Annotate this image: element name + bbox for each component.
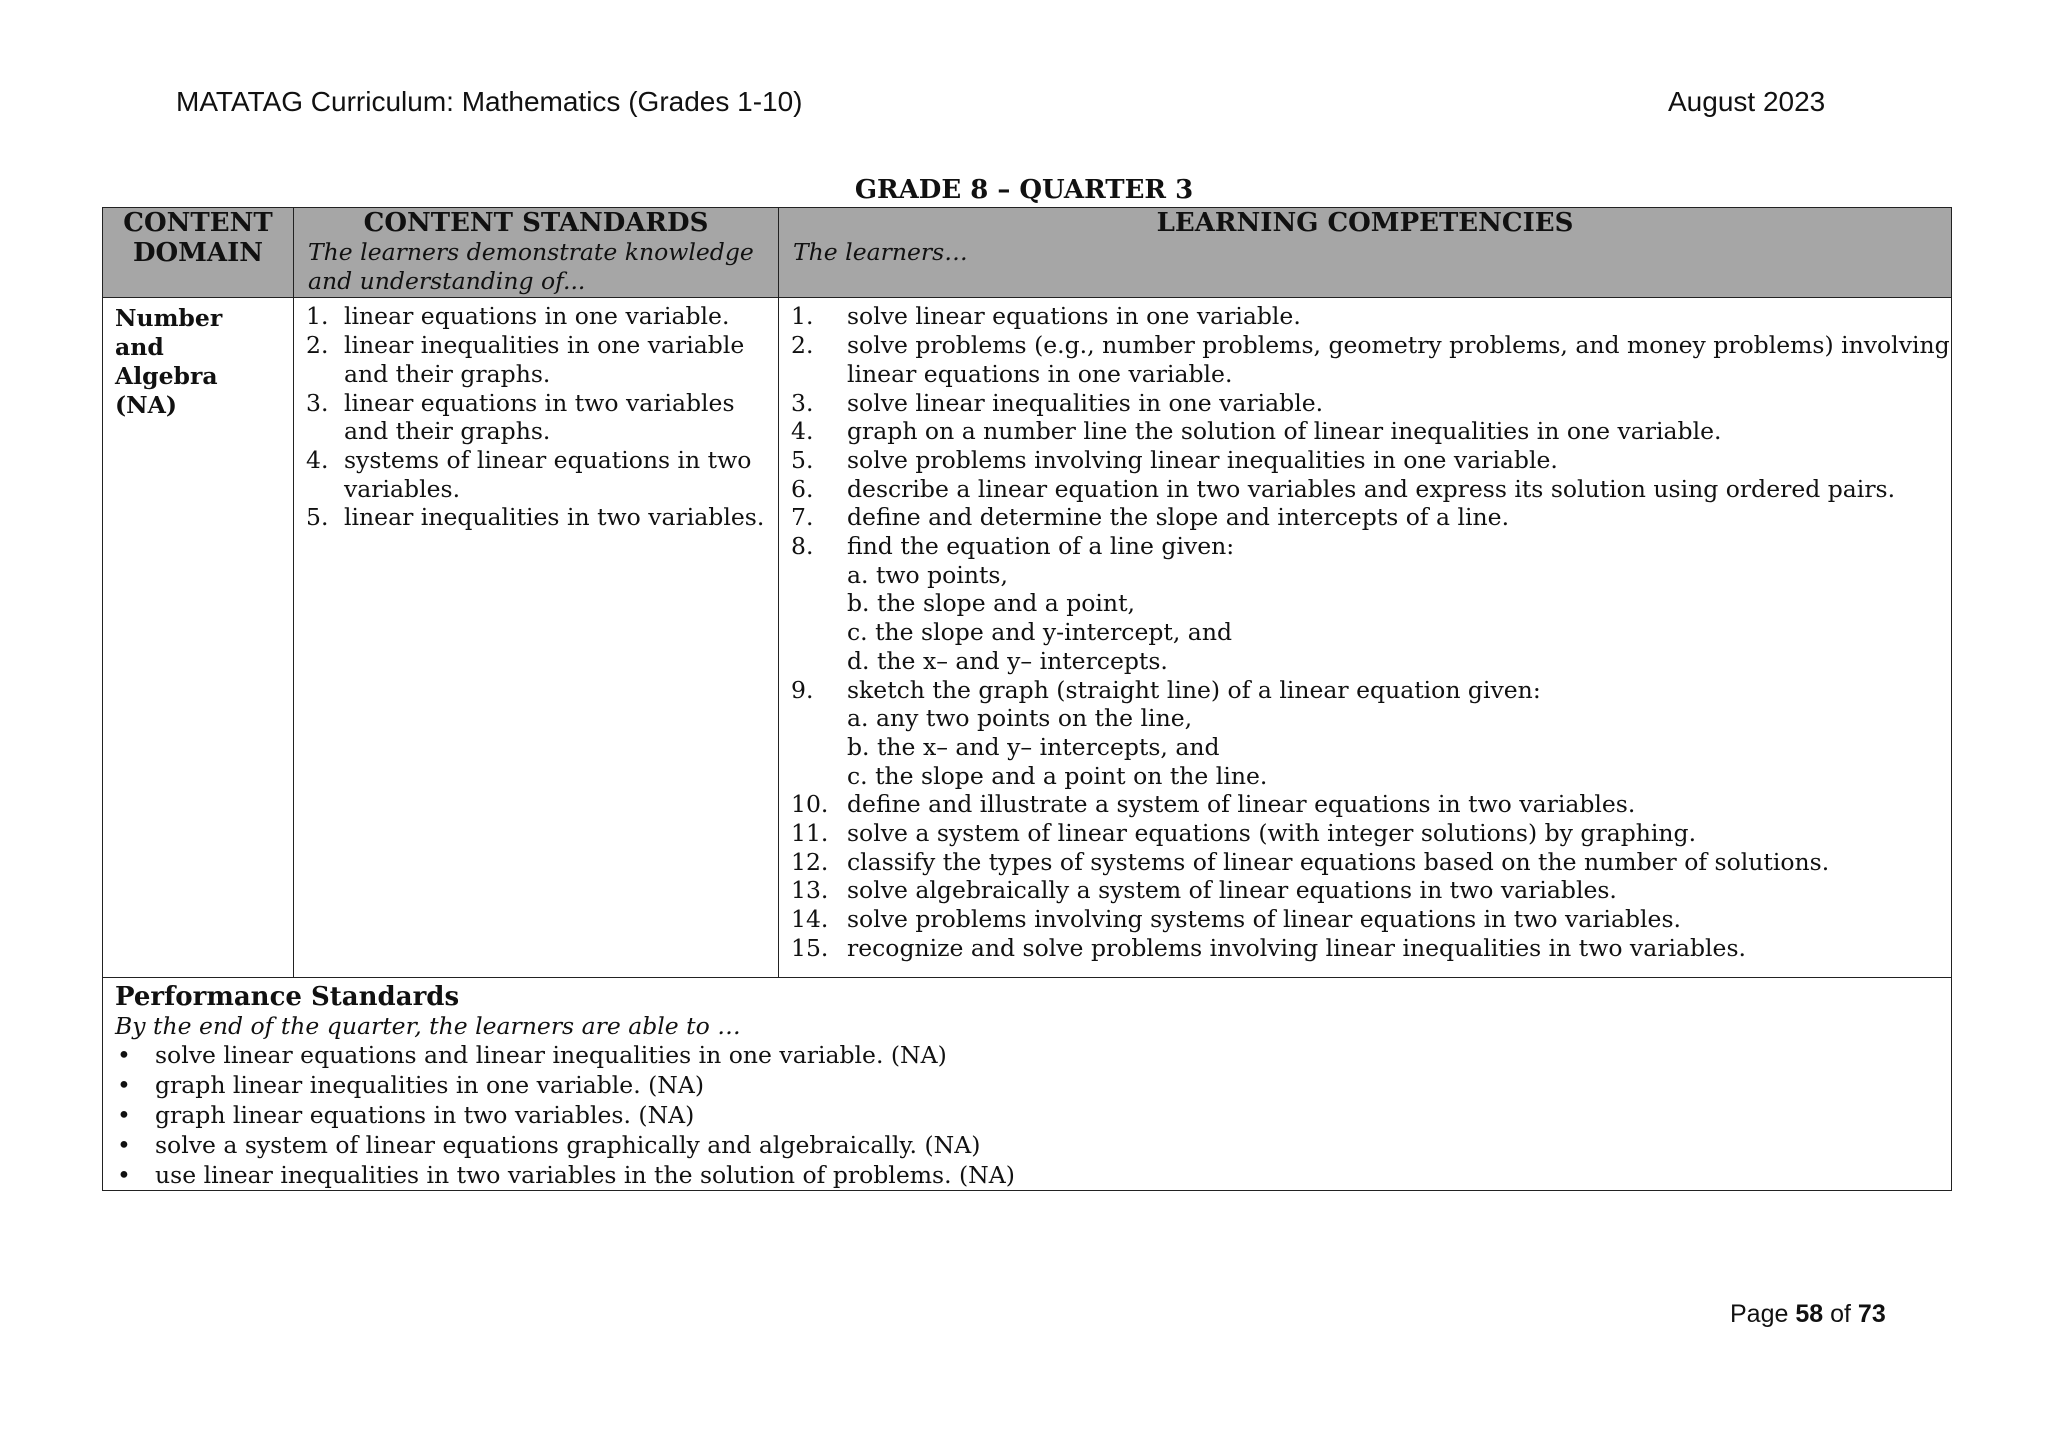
sub-item: b. the slope and a point,: [847, 589, 1135, 618]
table-body-row: [103, 298, 1952, 977]
header-content-domain: [103, 208, 294, 298]
performance-standards-row: [103, 977, 1952, 1191]
bullet-icon: •: [117, 1041, 131, 1070]
performance-standards-cell: [103, 977, 1952, 1191]
domain-line: Number: [115, 304, 223, 333]
list-item: 5. linear inequalities in two variables.: [306, 503, 765, 532]
sub-item: a. any two points on the line,: [847, 704, 1193, 733]
page-word: Page: [1730, 1300, 1789, 1328]
list-item: 13. solve algebraically a system of linear equations in two variables.: [791, 876, 1617, 905]
domain-line: and: [115, 333, 164, 362]
bullet-icon: •: [117, 1101, 131, 1130]
header-domain-line1: CONTENT: [123, 208, 273, 238]
header-standards-title: CONTENT STANDARDS: [363, 208, 709, 238]
header-content-standards: [294, 208, 779, 298]
total-pages: 73: [1857, 1300, 1886, 1328]
header-standards-subtitle: The learners demonstrate knowledge and understanding of...: [308, 238, 754, 295]
page-number: [1730, 1300, 1886, 1329]
content-standards-list: [294, 298, 778, 532]
list-item: 3. solve linear inequalities in one variable.: [791, 388, 1324, 417]
list-item: 1. solve linear equations in one variable.: [791, 302, 1301, 331]
performance-standards-list: [115, 1040, 1951, 1190]
of-word: of: [1830, 1300, 1851, 1328]
header-learning-competencies: [779, 208, 1952, 298]
list-item: • graph linear inequalities in one variable. (NA): [117, 1071, 705, 1100]
list-item: 14. solve problems involving systems of linear equations in two variables.: [791, 905, 1681, 934]
document-header-date: August 2023: [1668, 86, 1826, 117]
sub-item: d. the x– and y– intercepts.: [847, 646, 1168, 675]
list-item: • graph linear equations in two variables. (NA): [117, 1101, 695, 1130]
list-item: 15. recognize and solve problems involving linear inequalities in two variables.: [791, 933, 1746, 962]
list-item: 6. describe a linear equation in two variables and express its solution using ordered pairs.: [791, 474, 1896, 503]
domain-cell: [103, 298, 294, 977]
list-item: 2. solve problems (e.g., number problems, geometry problems, and money problems) involving linear equations in one variable.: [791, 331, 1950, 388]
performance-standards-heading: Performance Standards: [115, 981, 460, 1012]
sub-item: a. two points,: [847, 560, 1008, 589]
list-item: • use linear inequalities in two variables in the solution of problems. (NA): [117, 1161, 1015, 1190]
document-header-title: MATATAG Curriculum: Mathematics (Grades 1-10): [176, 86, 803, 117]
bullet-icon: •: [117, 1071, 131, 1100]
list-item: 3. linear equations in two variables and their graphs.: [306, 388, 735, 446]
list-item: 4. systems of linear equations in two variables.: [306, 445, 752, 503]
list-item: 5. solve problems involving linear inequalities in one variable.: [791, 445, 1558, 474]
bullet-icon: •: [117, 1161, 131, 1190]
list-item: 8. find the equation of a line given: a. two points, b. the slope and a point, c. the slope and y-intercept, and d. the x– and y– intercepts.: [779, 532, 1951, 676]
page-title: GRADE 8 – QUARTER 3: [854, 175, 1194, 205]
header-competencies-title: LEARNING COMPETENCIES: [1156, 208, 1574, 238]
domain-line: Algebra: [115, 361, 218, 390]
bullet-icon: •: [117, 1131, 131, 1160]
list-item: 11. solve a system of linear equations (with integer solutions) by graphing.: [791, 819, 1697, 848]
learning-competencies-list: [779, 298, 1951, 976]
list-item: 2. linear inequalities in one variable and their graphs.: [306, 331, 745, 388]
current-page: 58: [1795, 1300, 1824, 1328]
list-item: • solve linear equations and linear inequalities in one variable. (NA): [117, 1041, 947, 1070]
learning-competencies-cell: [779, 298, 1952, 977]
curriculum-table: [102, 207, 1952, 1191]
header-domain-line2: DOMAIN: [132, 238, 264, 268]
list-item: 10. define and illustrate a system of linear equations in two variables.: [791, 790, 1636, 819]
list-item: 7. define and determine the slope and intercepts of a line.: [791, 503, 1510, 532]
sub-item: c. the slope and y-intercept, and: [847, 618, 1232, 647]
list-item: 1. linear equations in one variable.: [306, 302, 730, 331]
table-header-row: [103, 208, 1952, 298]
list-item: 9. sketch the graph (straight line) of a linear equation given: a. any two points on the line, b. the x– and y– intercepts, and c. the slope and a point on the line.: [779, 676, 1951, 791]
performance-standards-intro: By the end of the quarter, the learners are able to …: [115, 1011, 741, 1040]
content-standards-cell: [294, 298, 779, 977]
list-item: 12. classify the types of systems of linear equations based on the number of solutions.: [791, 847, 1830, 876]
domain-line: (NA): [115, 390, 177, 419]
sub-item: c. the slope and a point on the line.: [847, 761, 1268, 790]
list-item: • solve a system of linear equations graphically and algebraically. (NA): [117, 1131, 981, 1160]
header-competencies-subtitle: The learners…: [793, 238, 968, 266]
domain-label: [103, 298, 293, 419]
sub-item: b. the x– and y– intercepts, and: [847, 732, 1220, 761]
list-item: 4. graph on a number line the solution of linear inequalities in one variable.: [791, 417, 1722, 446]
